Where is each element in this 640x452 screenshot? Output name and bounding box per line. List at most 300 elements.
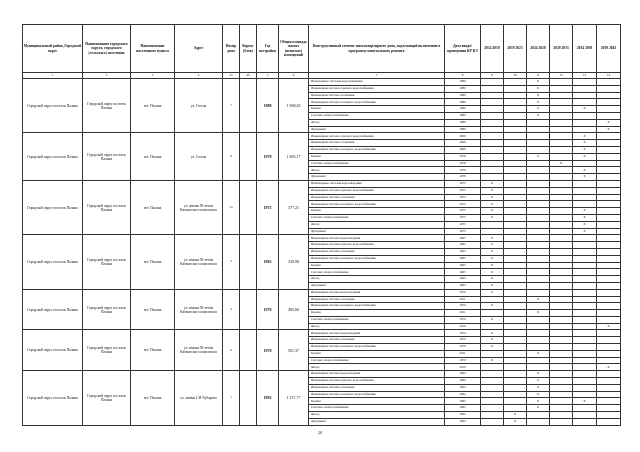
date-cell: 1980 (445, 106, 481, 113)
date-cell: 2011 (445, 350, 481, 357)
period-mark-cell: X (481, 255, 504, 262)
period-mark-cell (573, 119, 597, 126)
date-cell: 1980 (445, 112, 481, 119)
element-cell: Инженерная система холодного водоснабжения (309, 255, 445, 262)
period-mark-cell (573, 160, 597, 167)
period-mark-cell (550, 201, 573, 208)
date-cell: 2009 (445, 140, 481, 147)
period-mark-cell (504, 269, 527, 276)
period-mark-cell (573, 350, 597, 357)
period-mark-cell (550, 350, 573, 357)
period-mark-cell (504, 214, 527, 221)
period-mark-cell (550, 146, 573, 153)
building-block-cell (240, 180, 257, 234)
settlement-cell: Городской округ поселок Палана (83, 330, 131, 371)
period-mark-cell (550, 337, 573, 344)
period-mark-cell (550, 106, 573, 113)
period-mark-cell (550, 262, 573, 269)
period-mark-cell (527, 146, 550, 153)
period-mark-cell (597, 391, 621, 398)
period-mark-cell (573, 371, 597, 378)
table-row (23, 180, 621, 187)
period-mark-cell (527, 289, 550, 296)
column-number: 10 (504, 73, 527, 79)
building-block-cell (240, 289, 257, 330)
column-header: 2014 2018 (481, 25, 504, 73)
period-mark-cell (527, 412, 550, 419)
region-cell: Городской округ поселок Палана (23, 133, 83, 181)
column-header: 2024 2028 (527, 25, 550, 73)
period-mark-cell (597, 282, 621, 289)
period-mark-cell (573, 337, 597, 344)
period-mark-cell (550, 276, 573, 283)
period-mark-cell (573, 330, 597, 337)
period-mark-cell (481, 323, 504, 330)
period-mark-cell (597, 398, 621, 405)
date-cell: 1975 (445, 208, 481, 215)
period-mark-cell (481, 412, 504, 419)
element-cell: Инженерная система отопления (309, 337, 445, 344)
header-row (23, 25, 621, 73)
element-cell: Инженерная система холодного водоснабжения (309, 201, 445, 208)
period-mark-cell (504, 344, 527, 351)
period-mark-cell (550, 119, 573, 126)
period-mark-cell: X (573, 167, 597, 174)
period-mark-cell (550, 92, 573, 99)
period-mark-cell (597, 180, 621, 187)
table-row (23, 79, 621, 86)
settlement-cell: Городской округ поселок Палана (83, 235, 131, 289)
period-mark-cell (597, 310, 621, 317)
element-cell: Система электроснабжения (309, 160, 445, 167)
element-cell: Крыша (309, 208, 445, 215)
column-number: 4б (240, 73, 257, 79)
period-mark-cell (527, 208, 550, 215)
period-mark-cell (573, 126, 597, 133)
element-cell: Крыша (309, 350, 445, 357)
element-cell: Система электроснабжения (309, 316, 445, 323)
date-cell: 1970 (445, 330, 481, 337)
period-mark-cell (481, 221, 504, 228)
period-mark-cell: X (481, 242, 504, 249)
period-mark-cell (504, 398, 527, 405)
period-mark-cell (597, 384, 621, 391)
period-mark-cell (527, 174, 550, 181)
period-mark-cell (573, 248, 597, 255)
date-cell: 1980 (445, 99, 481, 106)
period-mark-cell (504, 187, 527, 194)
period-mark-cell (550, 180, 573, 187)
date-cell: 1970 (445, 316, 481, 323)
period-mark-cell (597, 296, 621, 303)
period-mark-cell (504, 140, 527, 147)
area-cell: 501,37 (279, 330, 309, 371)
locality-cell: пгт. Палана (131, 371, 175, 425)
building-block-cell (240, 235, 257, 289)
element-cell: Фасад (309, 364, 445, 371)
period-mark-cell (597, 255, 621, 262)
element-cell: Инженерная система отопления (309, 248, 445, 255)
period-mark-cell: X (527, 106, 550, 113)
date-cell: 1965 (445, 262, 481, 269)
date-cell: 1992 (445, 412, 481, 419)
period-mark-cell (573, 316, 597, 323)
period-mark-cell (481, 146, 504, 153)
period-mark-cell (481, 371, 504, 378)
year-built-cell: 1970 (257, 330, 279, 371)
period-mark-cell (550, 405, 573, 412)
date-cell: 1978 (445, 153, 481, 160)
period-mark-cell (481, 79, 504, 86)
period-mark-cell (597, 337, 621, 344)
column-header: Год постройки (257, 25, 279, 73)
period-mark-cell: X (573, 208, 597, 215)
period-mark-cell (481, 384, 504, 391)
period-mark-cell (550, 296, 573, 303)
period-mark-cell: X (481, 316, 504, 323)
period-mark-cell (597, 371, 621, 378)
period-mark-cell: X (481, 262, 504, 269)
period-mark-cell (504, 384, 527, 391)
period-mark-cell (504, 289, 527, 296)
column-number: 1 (23, 73, 83, 79)
address-cell: ул. имени 50-летия Камчатского комсомола (175, 235, 223, 289)
locality-cell: пгт. Палана (131, 289, 175, 330)
column-header: Адрес (175, 25, 223, 73)
period-mark-cell (504, 357, 527, 364)
house-number-cell: 4 (223, 289, 240, 330)
element-cell: Система электроснабжения (309, 214, 445, 221)
period-mark-cell (550, 310, 573, 317)
year-built-cell: 1970 (257, 289, 279, 330)
period-mark-cell: X (481, 269, 504, 276)
period-mark-cell (504, 364, 527, 371)
period-mark-cell: X (597, 323, 621, 330)
period-mark-cell (597, 357, 621, 364)
element-cell: Фундамент (309, 228, 445, 235)
period-mark-cell (527, 364, 550, 371)
period-mark-cell (597, 330, 621, 337)
period-mark-cell (550, 140, 573, 147)
period-mark-cell (504, 337, 527, 344)
period-mark-cell: X (481, 330, 504, 337)
period-mark-cell: X (481, 180, 504, 187)
period-mark-cell (504, 262, 527, 269)
period-mark-cell (481, 126, 504, 133)
period-mark-cell (550, 412, 573, 419)
period-mark-cell (573, 269, 597, 276)
date-cell: 1965 (445, 282, 481, 289)
period-mark-cell (597, 79, 621, 86)
period-mark-cell (573, 282, 597, 289)
house-number-cell: 1 (223, 371, 240, 425)
period-mark-cell (504, 180, 527, 187)
capital-repair-table (22, 24, 621, 426)
period-mark-cell (481, 85, 504, 92)
date-cell: 1980 (445, 92, 481, 99)
year-built-cell: 1992 (257, 371, 279, 425)
period-mark-cell (573, 303, 597, 310)
period-mark-cell (504, 174, 527, 181)
period-mark-cell (504, 133, 527, 140)
element-cell: Система электроснабжения (309, 357, 445, 364)
column-number: 3 (131, 73, 175, 79)
period-mark-cell (504, 282, 527, 289)
date-cell: 1980 (445, 79, 481, 86)
period-mark-cell: X (481, 187, 504, 194)
period-mark-cell (573, 194, 597, 201)
period-mark-cell (550, 384, 573, 391)
period-mark-cell (597, 276, 621, 283)
period-mark-cell: X (527, 112, 550, 119)
building-block-cell (240, 371, 257, 425)
document-page (22, 24, 620, 426)
period-mark-cell (504, 221, 527, 228)
date-cell: 1992 (445, 398, 481, 405)
area-cell: 377,21 (279, 180, 309, 234)
date-cell: 1975 (445, 228, 481, 235)
period-mark-cell (481, 364, 504, 371)
period-mark-cell (527, 262, 550, 269)
column-header: Наименование городского округа, городского (сельского) поселения (83, 25, 131, 73)
period-mark-cell (504, 391, 527, 398)
element-cell: Фундамент (309, 126, 445, 133)
period-mark-cell (550, 371, 573, 378)
element-cell: Фундамент (309, 282, 445, 289)
period-mark-cell: X (481, 208, 504, 215)
table-row (23, 330, 621, 337)
period-mark-cell (573, 201, 597, 208)
settlement-cell: Городской округ поселок Палана (83, 79, 131, 133)
period-mark-cell (573, 255, 597, 262)
period-mark-cell: X (481, 303, 504, 310)
settlement-cell: Городской округ поселок Палана (83, 180, 131, 234)
address-cell: ул. Гоголя (175, 79, 223, 133)
column-number: 7 (309, 73, 445, 79)
period-mark-cell (527, 140, 550, 147)
house-number-cell: 3 (223, 235, 240, 289)
column-header: 2019 2023 (504, 25, 527, 73)
period-mark-cell: X (597, 126, 621, 133)
element-cell: Система электроснабжения (309, 405, 445, 412)
date-cell: 1992 (445, 405, 481, 412)
period-mark-cell (597, 344, 621, 351)
period-mark-cell (550, 112, 573, 119)
year-built-cell: 1965 (257, 235, 279, 289)
period-mark-cell (597, 153, 621, 160)
period-mark-cell (481, 398, 504, 405)
element-cell: Инженерная система водоотведения (309, 235, 445, 242)
period-mark-cell: X (597, 119, 621, 126)
period-mark-cell (597, 85, 621, 92)
period-mark-cell (597, 99, 621, 106)
period-mark-cell (550, 228, 573, 235)
period-mark-cell: X (527, 310, 550, 317)
date-cell: 1970 (445, 344, 481, 351)
period-mark-cell (550, 398, 573, 405)
date-cell: 1975 (445, 214, 481, 221)
building-block-cell (240, 79, 257, 133)
period-mark-cell (481, 106, 504, 113)
period-mark-cell: X (481, 276, 504, 283)
period-mark-cell (597, 174, 621, 181)
element-cell: Инженерные системы водоснабжения (309, 79, 445, 86)
period-mark-cell (504, 201, 527, 208)
period-mark-cell (504, 296, 527, 303)
period-mark-cell (481, 112, 504, 119)
period-mark-cell (527, 248, 550, 255)
column-header: Номер дома (223, 25, 240, 73)
table-row (23, 289, 621, 296)
element-cell: Инженерная система холодного водоснабжения (309, 99, 445, 106)
period-mark-cell (504, 371, 527, 378)
date-cell: 1978 (445, 174, 481, 181)
period-mark-cell (550, 153, 573, 160)
element-cell: Инженерные системы водоотведения (309, 180, 445, 187)
element-cell: Фасад (309, 276, 445, 283)
period-mark-cell (481, 310, 504, 317)
date-cell: 1975 (445, 221, 481, 228)
area-cell: 1 605,17 (279, 133, 309, 181)
period-mark-cell (504, 310, 527, 317)
period-mark-cell (504, 85, 527, 92)
period-mark-cell (550, 133, 573, 140)
period-mark-cell (550, 330, 573, 337)
locality-cell: пгт. Палана (131, 79, 175, 133)
period-mark-cell (573, 344, 597, 351)
period-mark-cell: X (527, 350, 550, 357)
period-mark-cell (573, 310, 597, 317)
region-cell: Городской округ поселок Палана (23, 180, 83, 234)
element-cell: Инженерная система холодного водоснабжения (309, 146, 445, 153)
period-mark-cell (550, 214, 573, 221)
period-mark-cell: X (481, 357, 504, 364)
period-mark-cell (481, 174, 504, 181)
period-mark-cell (504, 405, 527, 412)
period-mark-cell (504, 248, 527, 255)
period-mark-cell (597, 248, 621, 255)
settlement-cell: Городской округ поселок Палана (83, 133, 131, 181)
period-mark-cell (597, 208, 621, 215)
period-mark-cell: X (527, 296, 550, 303)
element-cell: Инженерная система отопления (309, 296, 445, 303)
period-mark-cell (550, 167, 573, 174)
region-cell: Городской округ поселок Палана (23, 289, 83, 330)
period-mark-cell: X (573, 106, 597, 113)
date-cell: 1965 (445, 235, 481, 242)
element-cell: Инженерная система водоотведения (309, 330, 445, 337)
page-number: 20 (318, 430, 322, 435)
column-number: 11 (527, 73, 550, 79)
period-mark-cell (550, 99, 573, 106)
period-mark-cell: X (527, 391, 550, 398)
period-mark-cell (597, 303, 621, 310)
period-mark-cell (573, 289, 597, 296)
house-number-cell: 1а (223, 180, 240, 234)
period-mark-cell (481, 167, 504, 174)
column-header: Корпус (блок) (240, 25, 257, 73)
table-row (23, 371, 621, 378)
region-cell: Городской округ поселок Палана (23, 371, 83, 425)
period-mark-cell (573, 92, 597, 99)
element-cell: Инженерная система водоотведения (309, 289, 445, 296)
element-cell: Инженерная система горячего водоснабжения (309, 242, 445, 249)
period-mark-cell: X (481, 201, 504, 208)
period-mark-cell (527, 126, 550, 133)
period-mark-cell (550, 242, 573, 249)
period-mark-cell (597, 378, 621, 385)
period-mark-cell (550, 221, 573, 228)
period-mark-cell: X (573, 214, 597, 221)
period-mark-cell (573, 79, 597, 86)
period-mark-cell (504, 106, 527, 113)
period-mark-cell (504, 350, 527, 357)
address-cell: ул. имени Г.И.Чубарова (175, 371, 223, 425)
period-mark-cell (550, 255, 573, 262)
date-cell: 1965 (445, 255, 481, 262)
period-mark-cell (504, 92, 527, 99)
period-mark-cell (597, 214, 621, 221)
region-cell: Городской округ поселок Палана (23, 330, 83, 371)
year-built-cell: 1978 (257, 133, 279, 181)
date-cell: 1965 (445, 269, 481, 276)
date-cell: 1975 (445, 187, 481, 194)
period-mark-cell: X (527, 92, 550, 99)
table-row (23, 133, 621, 140)
period-mark-cell (597, 112, 621, 119)
period-mark-cell (597, 201, 621, 208)
period-mark-cell (550, 323, 573, 330)
period-mark-cell: X (481, 214, 504, 221)
period-mark-cell (481, 160, 504, 167)
period-mark-cell (573, 85, 597, 92)
locality-cell: пгт. Палана (131, 235, 175, 289)
region-cell: Городской округ поселок Палана (23, 79, 83, 133)
period-mark-cell (504, 323, 527, 330)
period-mark-cell (550, 208, 573, 215)
building-block-cell (240, 133, 257, 181)
period-mark-cell: X (527, 85, 550, 92)
column-number: 12 (550, 73, 573, 79)
period-mark-cell (550, 282, 573, 289)
element-cell: Инженерная система отопления (309, 140, 445, 147)
date-cell: 2009 (445, 146, 481, 153)
date-cell: 2010 (445, 323, 481, 330)
period-mark-cell (504, 126, 527, 133)
period-mark-cell: X (481, 289, 504, 296)
period-mark-cell (550, 126, 573, 133)
address-cell: ул. Гоголя (175, 133, 223, 181)
period-mark-cell (527, 214, 550, 221)
period-mark-cell: X (481, 282, 504, 289)
settlement-cell: Городской округ поселок Палана (83, 371, 131, 425)
period-mark-cell (527, 269, 550, 276)
period-mark-cell (504, 112, 527, 119)
locality-cell: пгт. Палана (131, 180, 175, 234)
period-mark-cell (527, 167, 550, 174)
period-mark-cell (481, 153, 504, 160)
period-mark-cell (573, 296, 597, 303)
column-header: 2034 2038 (573, 25, 597, 73)
period-mark-cell (597, 262, 621, 269)
period-mark-cell (481, 140, 504, 147)
period-mark-cell (527, 228, 550, 235)
period-mark-cell (504, 255, 527, 262)
date-cell: 1965 (445, 248, 481, 255)
period-mark-cell (597, 289, 621, 296)
date-cell: 1980 (445, 85, 481, 92)
period-mark-cell (481, 92, 504, 99)
